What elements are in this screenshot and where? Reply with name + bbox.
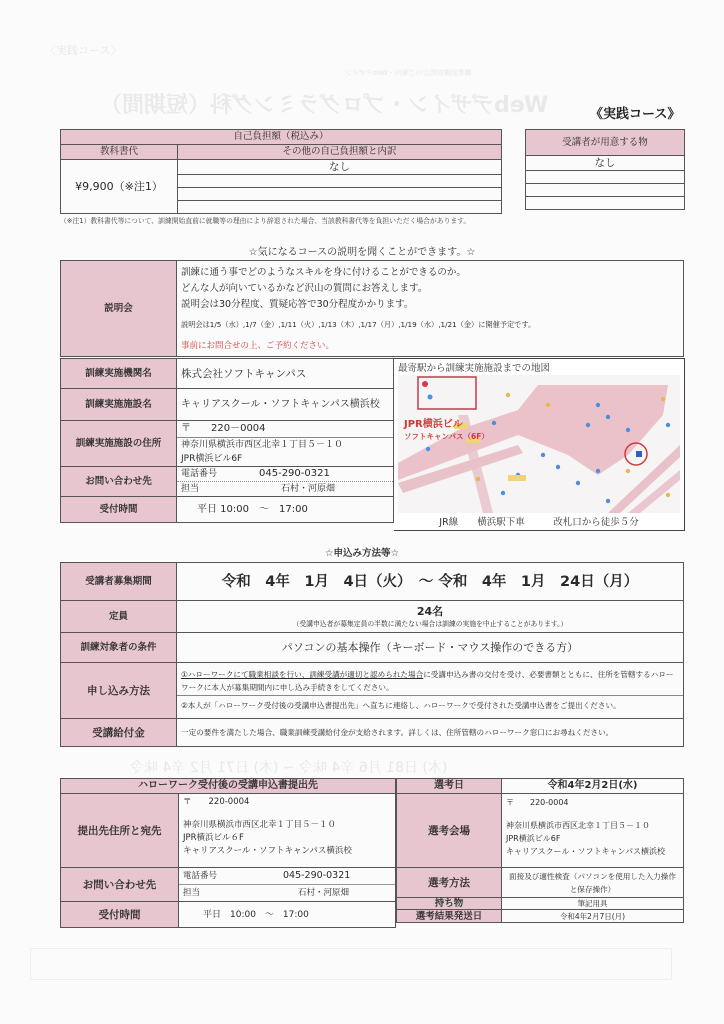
selection-address-1: 神奈川県横浜市西区北幸１丁目５－１０ [506, 821, 650, 830]
requirement-value: パソコンの基本操作（キーボード・マウス操作のできる方） [177, 633, 684, 663]
person-name: 石村・河原畑 [281, 484, 336, 494]
map-title: 最寄駅から訓練実施施設までの地図 [398, 363, 551, 374]
ghost-table [30, 948, 672, 980]
requirement-label: 訓練対象者の条件 [61, 633, 177, 663]
capacity-note: （受講申込者が募集定員の半数に満たない場合は訓練の実施を中止することがあります。） [292, 619, 568, 628]
benefit-value: 一定の要件を満たした場合、職業訓練受講給付金が支給されます。詳しくは、住所管轄のハローワーク窓口にお尋ねください。 [177, 719, 684, 747]
ghost-title: Webデザイン・プログラミング科（短期間） [100, 93, 549, 118]
supplies-header: 受講者が用意する物 [526, 130, 685, 156]
supply-item [526, 171, 685, 184]
textbook-fee: ¥9,900（※注1） [61, 160, 178, 214]
submission-address-3: キャリアスクール・ソフトキャンパス横浜校 [183, 846, 352, 856]
facility-table [60, 358, 394, 523]
application-table [60, 562, 684, 747]
submission-table [60, 778, 396, 928]
map-panel [394, 358, 685, 531]
facility-address-1: 神奈川県横浜市西区北幸１丁目５－１０ [181, 440, 344, 450]
method-1-underlined: ①ハローワークにて職業相談を行い、訓練受講が適切と認められた場合 [181, 669, 424, 679]
other-cost-item [178, 175, 502, 188]
application-title: ☆申込み方法等☆ [324, 548, 400, 559]
other-cost-item [178, 201, 502, 214]
org-value: 株式会社ソフトキャンパス [177, 359, 394, 389]
info-session-table [60, 260, 684, 357]
ghost-text: 職業訓練説明会のご案内・Webデザイン [345, 69, 472, 77]
submission-phone: 045-290-0321 [283, 870, 351, 881]
submission-person: 石村・河原畑 [298, 888, 350, 898]
benefit-label: 受講給付金 [61, 719, 177, 747]
map-access-note: JR線 横浜駅下車 改札口から徒歩５分 [439, 517, 639, 528]
supply-item [526, 197, 685, 210]
textbook-header: 教科書代 [61, 145, 178, 160]
hours-value: 平日 10:00 ～ 17:00 [177, 497, 394, 523]
cost-group-header: 自己負担額（税込み） [61, 130, 502, 145]
supplies-table [525, 129, 685, 210]
map-graphic [398, 375, 680, 513]
submission-phone-label: 電話番号 [183, 871, 218, 881]
cost-table [60, 129, 502, 214]
supply-item: なし [526, 156, 685, 171]
selection-items-label: 持ち物 [397, 898, 502, 910]
map-building-sublabel: ソフトキャンパス（6F） [404, 432, 489, 441]
facility-address-2: JPR横浜ビル6F [181, 454, 243, 464]
submission-header: ハローワーク受付後の受講申込書提出先 [61, 779, 396, 794]
submission-hours: 平日 10:00 ～ 17:00 [179, 902, 396, 928]
submission-person-label: 担当 [183, 888, 201, 898]
method-1-text: に受講申込み書の交付を受け、必要書類とともに、住所を管轄するハローワークに本人が募集期間内に申し込み手続きをしてください。 [181, 669, 674, 692]
selection-result-label: 選考結果発送日 [397, 910, 502, 923]
phone-number: 045-290-0321 [259, 468, 330, 479]
info-session-line: どんな人が向いているかなど沢山の質問にお答えします。 [181, 283, 428, 294]
capacity-value: 24名 [416, 604, 444, 618]
submission-contact-label: お問い合わせ先 [61, 868, 179, 902]
info-session-line: 説明会は30分程度、質疑応答で30分程度かかります。 [181, 299, 414, 310]
capacity-label: 定員 [61, 601, 177, 633]
reservation-notice: 事前にお問合せの上、ご予約ください。 [181, 341, 335, 351]
other-cost-item: なし [178, 160, 502, 175]
selection-result-value: 令和4年2月7日(月) [502, 910, 684, 923]
selection-method-label: 選考方法 [397, 868, 502, 898]
selection-method-value: 面接及び適性検査（パソコンを使用した入力操作と保存操作） [502, 868, 684, 898]
other-costs-header: その他の自己負担額と内訳 [178, 145, 502, 160]
course-tag: 《実践コース》 [590, 107, 681, 122]
period-label: 受講者募集期間 [61, 563, 177, 601]
address-label: 訓練実施施設の住所 [61, 421, 177, 467]
info-session-label: 説明会 [61, 261, 177, 357]
submission-postal: 〒 220-0004 [183, 797, 250, 807]
selection-venue-label: 選考会場 [397, 794, 502, 868]
info-session-schedule: 説明会は1/5（水）,1/7（金）,1/11（火）,1/13（木）,1/17（月）,1/19（水）,1/21（金）に開催予定です。 [181, 320, 536, 329]
location-pin-icon [428, 395, 433, 400]
selection-date-value: 令和4年2月2日(水) [502, 779, 684, 794]
road-sign [508, 475, 526, 481]
map-building-label: JPR横浜ビル [404, 419, 463, 430]
submission-address-2: JPR横浜ビル６F [183, 833, 244, 843]
other-cost-item [178, 188, 502, 201]
period-value: 令和 4年 1月 4日（火） ～ 令和 4年 1月 24日（月） [177, 563, 684, 601]
selection-address-3: キャリアスクール・ソフトキャンパス横浜校 [506, 847, 665, 856]
method-2-text: ②本人が「ハローワーク受付後の受講申込書提出先」へ直ちに連絡し、ハローワークで受付された受講申込書をご提出ください。 [181, 700, 621, 710]
phone-label: 電話番号 [181, 469, 218, 479]
site-label: 訓練実施施設名 [61, 389, 177, 421]
site-value: キャリアスクール・ソフトキャンパス横浜校 [177, 389, 394, 421]
map-image[interactable] [398, 375, 680, 513]
selection-items-value: 筆記用具 [502, 898, 684, 910]
ghost-text: (木) 日81 月6 辛4 味令 ~ (木) 日71 月2 辛4 味令 [130, 760, 448, 776]
selection-postal: 〒 220-0004 [506, 798, 569, 807]
ghost-text: 〈実践コース〉 [45, 44, 122, 57]
selection-table [396, 778, 684, 923]
method-label: 申し込み方法 [61, 663, 177, 719]
station-icon [636, 451, 642, 457]
selection-date-label: 選考日 [397, 779, 502, 794]
info-session-title: ☆気になるコースの説明を聞くことができます。☆ [248, 247, 476, 258]
cost-footnote: （※注1）教科書代等について、訓練開始直前に就職等の理由により辞退された場合、当該教科書代等を負担いただく場合があります。 [60, 217, 471, 225]
facility-postal: 〒 220－0004 [177, 421, 393, 438]
submission-address-label: 提出先住所と宛先 [61, 794, 179, 868]
submission-hours-label: 受付時間 [61, 902, 179, 928]
submission-address-1: 神奈川県横浜市西区北幸１丁目５－１０ [183, 820, 337, 830]
selection-address-2: JPR横浜ビル6F [506, 834, 561, 843]
person-label: 担当 [181, 484, 200, 494]
location-pin-icon [422, 381, 428, 387]
contact-label: お問い合わせ先 [61, 467, 177, 497]
org-label: 訓練実施機関名 [61, 359, 177, 389]
info-session-line: 訓練に通う事でどのようなスキルを身に付けることができるのか。 [181, 267, 466, 278]
supply-item [526, 184, 685, 197]
hours-label: 受付時間 [61, 497, 177, 523]
